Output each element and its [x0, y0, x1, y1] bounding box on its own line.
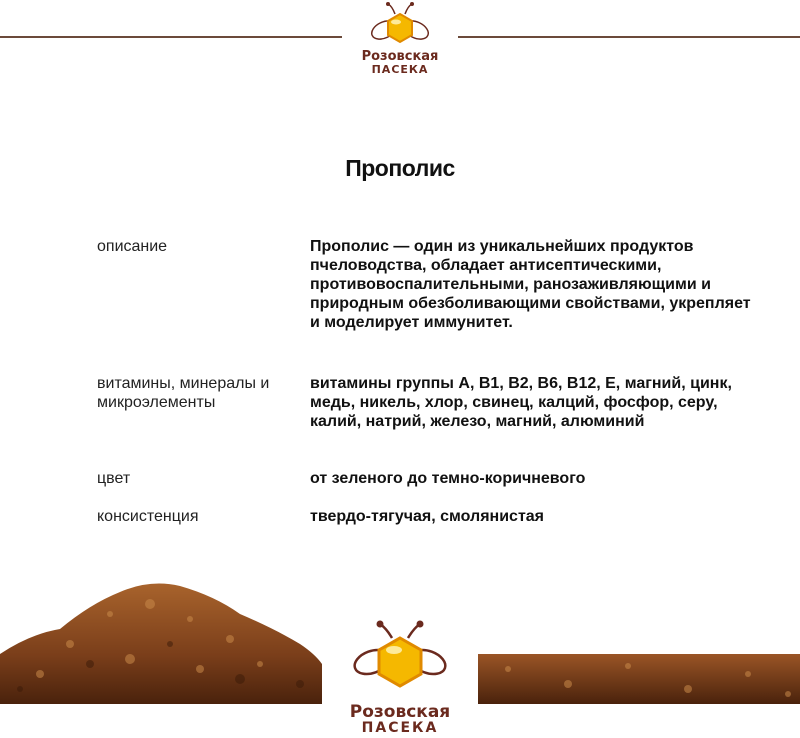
brand-logo-top — [352, 50, 448, 76]
row-value: от зеленого до темно-коричневого — [310, 470, 586, 487]
row-label: описание — [97, 238, 168, 255]
page-title: Прополис — [345, 155, 455, 181]
brand-name-line2: ПАСЕКА — [361, 720, 439, 736]
row-value: Прополис — один из уникальнейших продуктов пчеловодства, обладает антисептическими, противовоспалительными, ранозаживляющими и природным обезболивающими свойствами, укрепляет и моделирует иммунитет. — [310, 238, 751, 331]
row-value: витамины группы A, B1, B2, B6, B12, E, магний, цинк, медь, никель, хлор, свинец, калций, фосфор, серу, калий, натрий, железо, магний, алюминий — [310, 375, 732, 430]
brand-logo-bottom — [322, 704, 478, 736]
row-label: витамины, минералы и микроэлементы — [97, 375, 270, 411]
brand-name-line1: Розовская — [349, 702, 451, 722]
header-rule-left — [0, 36, 342, 38]
brand-name-line1: Розовская — [361, 49, 439, 64]
header-rule-right — [458, 36, 800, 38]
row-label: консистенция — [97, 508, 199, 525]
propolis-photo-left — [0, 574, 322, 704]
row-value: твердо-тягучая, смолянистая — [310, 508, 545, 525]
propolis-photo-right — [478, 654, 800, 704]
row-label: цвет — [97, 470, 131, 487]
brand-name-line2: ПАСЕКА — [371, 63, 429, 76]
